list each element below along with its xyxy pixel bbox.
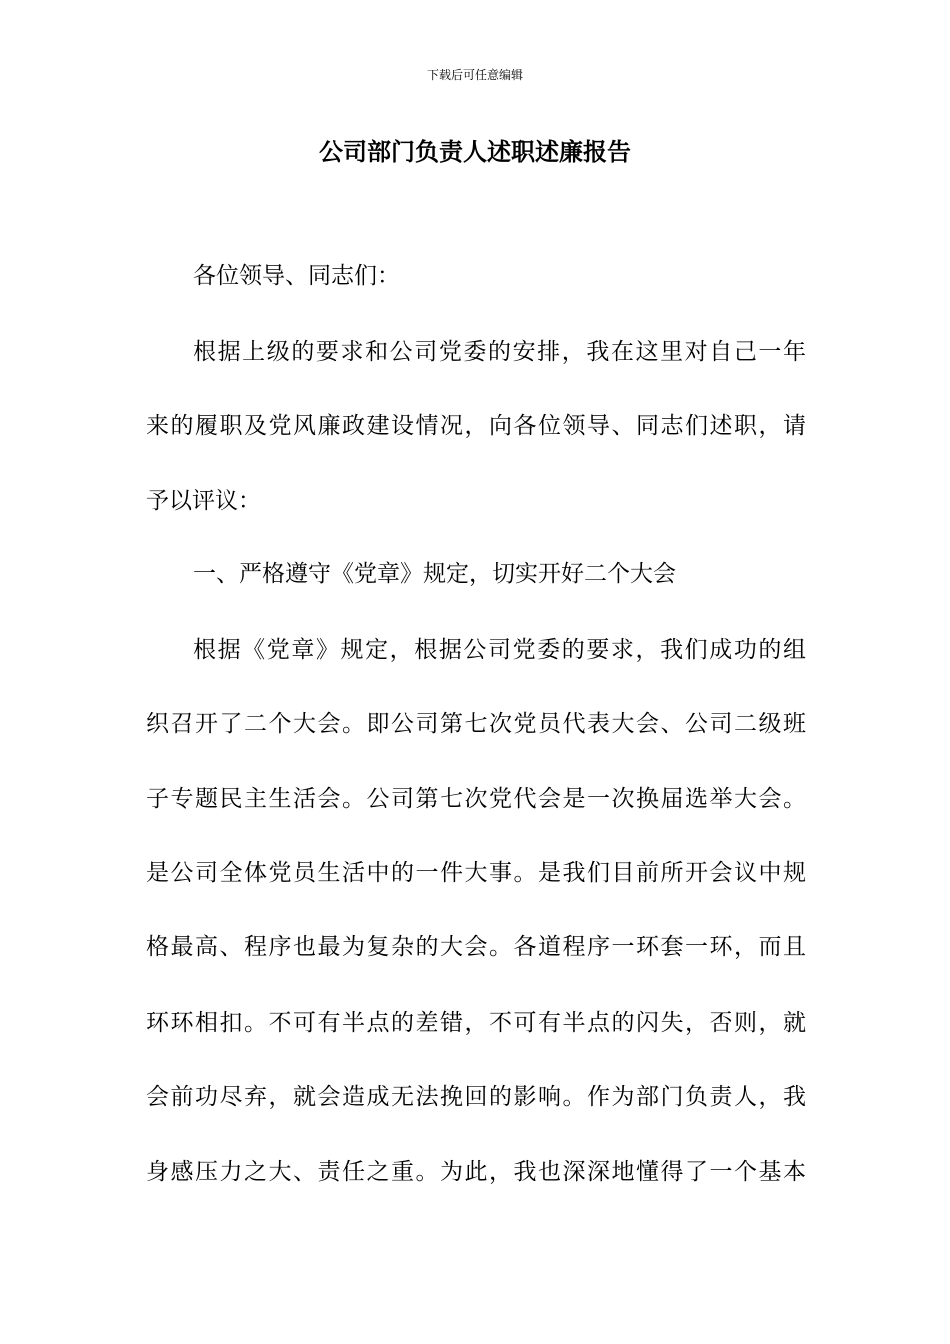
header-note: 下载后可任意编辑 — [426, 68, 523, 82]
paragraph-line: 身感压力之大、责任之重。为此，我也深深地懂得了一个基本 — [146, 1159, 806, 1185]
section-heading: 一、严格遵守《党章》规定，切实开好二个大会 — [193, 561, 676, 587]
salutation-line: 各位领导、同志们： — [193, 263, 400, 289]
paragraph-line: 子专题民主生活会。公司第七次党代会是一次换届选举大会。 — [146, 786, 806, 812]
paragraph-line: 会前功尽弃，就会造成无法挽回的影响。作为部门负责人，我 — [146, 1084, 806, 1110]
paragraph-line: 是公司全体党员生活中的一件大事。是我们目前所开会议中规 — [146, 860, 806, 886]
paragraph-line: 予以评议： — [146, 488, 261, 514]
paragraph-line: 环环相扣。不可有半点的差错，不可有半点的闪失，否则，就 — [146, 1010, 806, 1036]
document-title: 公司部门负责人述职述廉报告 — [319, 138, 631, 166]
paragraph-line: 来的履职及党风廉政建设情况，向各位领导、同志们述职，请 — [146, 413, 806, 439]
paragraph-line: 织召开了二个大会。即公司第七次党员代表大会、公司二级班 — [146, 711, 806, 737]
paragraph-line: 根据《党章》规定，根据公司党委的要求，我们成功的组 — [193, 637, 806, 663]
paragraph-line: 根据上级的要求和公司党委的安排，我在这里对自己一年 — [193, 339, 806, 365]
paragraph-line: 格最高、程序也最为复杂的大会。各道程序一环套一环，而且 — [146, 934, 806, 960]
